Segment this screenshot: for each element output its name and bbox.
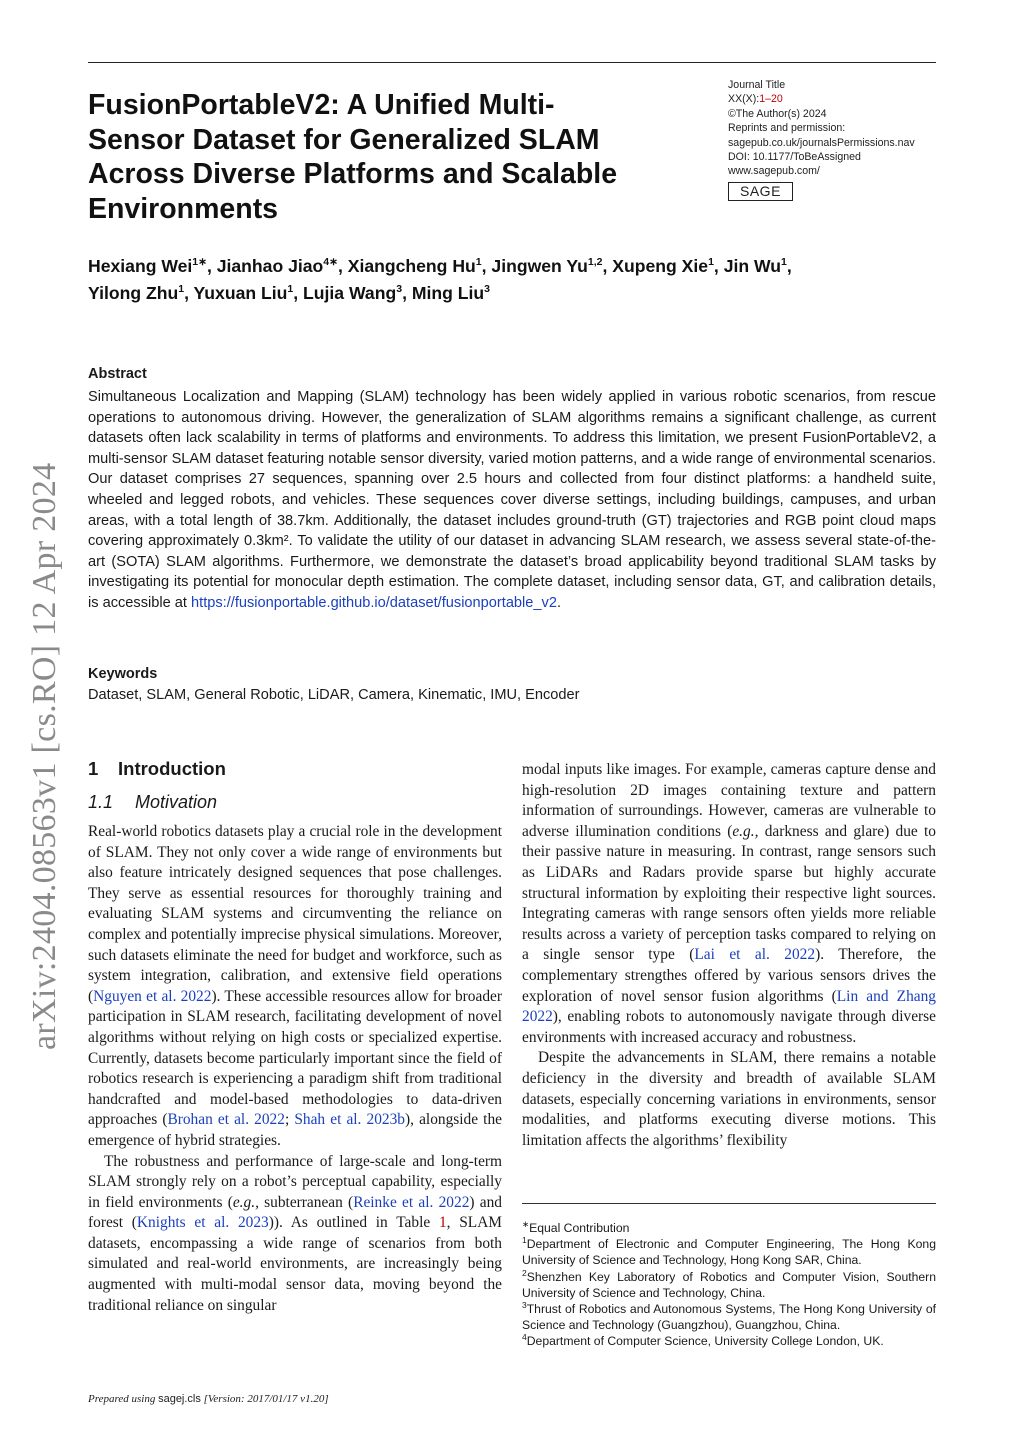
citation-link[interactable]: Knights et al. 2023 xyxy=(136,1214,269,1232)
citation-link[interactable]: Lai et al. 2022 xyxy=(694,946,816,964)
author: Jingwen Yu xyxy=(491,256,588,276)
keywords-text: Dataset, SLAM, General Robotic, LiDAR, Camera, Kinematic, IMU, Encoder xyxy=(88,687,580,703)
journal-meta xyxy=(728,78,915,201)
author: Lujia Wang xyxy=(303,283,397,303)
journal-title: Journal Title xyxy=(728,79,786,91)
top-rule xyxy=(88,62,936,63)
reprints: Reprints and permission: xyxy=(728,122,846,135)
footnote-rule xyxy=(522,1203,936,1204)
paragraph: Despite the advancements in SLAM, there remains a notable deficiency in the diversity and breadth of available SLAM datasets, especially concerning variations in environments, sensor modalities, and platforms executing diverse motions. This limitation affects the algorithms’ flexibility xyxy=(522,1049,936,1149)
author: Jin Wu xyxy=(723,256,782,276)
author: Hexiang Wei xyxy=(88,256,193,276)
citation-link[interactable]: Nguyen et al. 2022 xyxy=(93,987,212,1005)
footnote: $^1$Department of Electronic and Computer Engineering, The Hong Kong University of Science and Technology, Hong Kong SAR, China. xyxy=(522,1235,936,1268)
keywords-heading: Keywords xyxy=(88,666,158,682)
section-heading: 1 Introduction xyxy=(88,758,226,779)
author: Xupeng Xie xyxy=(612,256,709,276)
right-column-text xyxy=(522,760,936,1151)
abstract-text: Simultaneous Localization and Mapping (SLAM) technology has been widely applied in various robotic scenarios, from rescue operations to autonomous driving. However, the generalization of SLAM algorithms remains a significant challenge, as current datasets often lack scalability in terms of platforms and environments. To address this limitation, we present FusionPortableV2, a multi-sensor SLAM dataset featuring notable sensor diversity, varied motion patterns, and a wide range of environmental scenarios. Our dataset comprises 27 sequences, spanning over 2.5 hours and collected from four distinct platforms: a handheld suite, wheeled and legged robots, and vehicles. These sequences cover diverse settings, including buildings, campuses, and urban areas, with a total length of 38.7km. Additionally, the dataset includes ground-truth (GT) trajectories and RGB point cloud maps covering approximately 0.3km². To validate the utility of our dataset in advancing SLAM research, we assess several state-of-the-art (SOTA) SLAM algorithms. Furthermore, we demonstrate the dataset’s broad applicability beyond traditional SLAM tasks by investigating its potential for monocular depth estimation. The complete dataset, including sensor data, GT, and calibration details, is accessible at https://fusionportable.github.io/dataset/fusionportable_v2. xyxy=(88,389,936,611)
footnote: $^2$Shenzhen Key Laboratory of Robotics and Computer Vision, Southern University of Science and Technology, China. xyxy=(522,1267,936,1300)
prepared-using-footer: Prepared using sagej.cls [Version: 2017/01/17 v1.20] xyxy=(88,1393,329,1405)
author: Yuxuan Liu xyxy=(193,283,288,303)
paragraph: modal inputs like images. For example, cameras capture dense and high-resolution 2D images containing texture and pattern information of surroundings. However, cameras are vulnerable to adverse illumination conditions (e.g., darkness and glare) due to their passive nature in measuring. In contrast, range sensors such as LiDARs and Radars provide sparse but highly accurate structural information by exploiting their respective light sources. Integrating cameras with range sensors often yields more reliable results across a variety of perception tasks compared to relying on a single sensor type (Lai et al. 2022). Therefore, the complementary strengthes offered by various sensors drives the exploration of novel sensor fusion algorithms (Lin and Zhang 2022), enabling robots to autonomously navigate through diverse environments with increased accuracy and robustness. xyxy=(522,761,936,1046)
subsection-heading: 1.1 Motivation xyxy=(88,792,218,812)
author-list: Hexiang Wei$^{1∗}$, Jianhao Jiao$^{4∗}$, Xiangcheng Hu$^1$, Jingwen Yu$^{1,2}$, Xupeng Xie$^1$, Jin Wu$^1$, Yilong Zhu$^1$, Yuxuan Liu$^1$, Lujia Wang$^3$, Ming Liu$^3$ xyxy=(88,256,792,303)
footnotes xyxy=(522,1220,936,1350)
paragraph: The robustness and performance of large-scale and long-term SLAM strongly rely on a robot’s perceptual capability, especially in field environments (e.g., subterranean (Reinke et al. 2022) and forest (Knights et al. 2023)). As outlined in Table 1, SLAM datasets, encompassing a wide range of scenarios from both simulated and real-world environments, are increasingly being augmented with multi-modal sensor data, moving beyond the traditional reliance on singular xyxy=(88,1152,502,1314)
reprints-url: sagepub.co.uk/journalsPermissions.nav xyxy=(728,136,915,149)
citation-link[interactable]: Reinke et al. 2022 xyxy=(353,1193,470,1211)
doi: DOI: 10.1177/ToBeAssigned xyxy=(728,151,861,164)
dataset-link[interactable]: https://fusionportable.github.io/dataset/fusionportable_v2 xyxy=(191,594,557,611)
sage-logo: SAGE xyxy=(728,182,793,201)
citation-link[interactable]: Brohan et al. 2022 xyxy=(167,1111,285,1129)
abstract-heading: Abstract xyxy=(88,366,147,382)
footnote: ∗Equal Contribution xyxy=(522,1219,630,1235)
paragraph: Real-world robotics datasets play a crucial role in the development of SLAM. They not only cover a wide range of environments but also feature intricately designed sequences that pose challenges. They serve as essential resources for thoroughly training and evaluating SLAM systems and circumventing the reliance on complex and potentially imprecise physical simulations. Moreover, such datasets eliminate the need for budget and workforce, such as system integration, calibration, and extensive field operations (Nguyen et al. 2022). These accessible resources allow for broader participation in SLAM research, facilitating development of novel algorithms without relying on high costs or specialized expertise. Currently, datasets become particularly important since the field of robotics research is experiencing a paradigm shift from traditional handcrafted and model-based methodologies to data-driven approaches (Brohan et al. 2022; Shah et al. 2023b), alongside the emergence of hybrid strategies. xyxy=(88,823,502,1149)
table-reference[interactable]: 1 xyxy=(438,1214,447,1232)
paper-title: FusionPortableV2: A Unified Multi-Sensor Dataset for Generalized SLAM Across Diverse Platforms and Scalable Environments xyxy=(88,89,618,225)
author: Xiangcheng Hu xyxy=(347,256,476,276)
citation-link[interactable]: Lin and Zhang 2022 xyxy=(522,987,936,1026)
footnote: $^3$Thrust of Robotics and Autonomous Systems, The Hong Kong University of Science and Technology (Guangzhou), Guangzhou, China. xyxy=(522,1300,936,1333)
author: Jianhao Jiao xyxy=(216,256,324,276)
copyright: ©The Author(s) 2024 xyxy=(728,107,827,120)
author: Yilong Zhu xyxy=(88,283,179,303)
journal-issue: XX(X):1–20 xyxy=(728,93,783,106)
left-column-text xyxy=(88,822,502,1316)
citation-link[interactable]: Shah et al. 2023b xyxy=(294,1111,405,1129)
author: Ming Liu xyxy=(411,283,485,303)
footnote: $^4$Department of Computer Science, University College London, UK. xyxy=(522,1332,884,1349)
page-range[interactable]: 1–20 xyxy=(759,93,783,106)
arxiv-stamp: arXiv:2404.08563v1 [cs.RO] 12 Apr 2024 xyxy=(26,462,63,1050)
website: www.sagepub.com/ xyxy=(728,165,820,178)
